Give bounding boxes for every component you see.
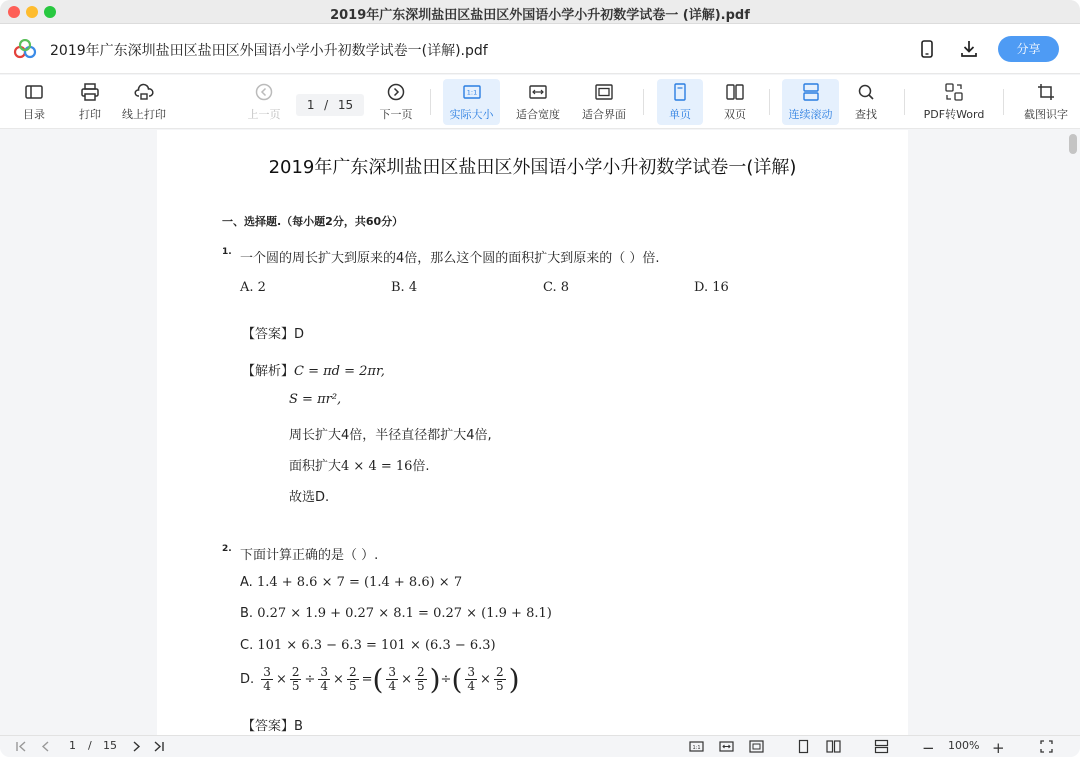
continuous-scroll-button[interactable] (782, 79, 839, 125)
actual-size-label: 实际大小 (449, 108, 494, 121)
last-page-icon (151, 739, 166, 754)
fraction: $\frac{2}{5}$ (291, 664, 300, 693)
fit-screen-label: 适合界面 (582, 108, 626, 121)
actual-size-icon (462, 82, 482, 102)
svg-text:1:1: 1:1 (692, 745, 701, 751)
fit-screen-icon (594, 82, 614, 102)
zoom-level: 100% (948, 739, 980, 752)
analysis-formula: C = πd = 2πr, (294, 364, 385, 379)
fraction: $\frac{3}{4}$ (467, 664, 476, 693)
option-c: C. 8 (543, 280, 570, 295)
option-d: D. $\frac{3}{4}$ × $\frac{2}{5}$ ÷ $\frac{3}{4}$ × $\frac{2}{5}$ = ( $\frac{3}{4}$ × $\frac{2}{5}$ ) ÷ ( $\frac{3}{4}$ × $\frac{2}{5}$ ) (240, 662, 520, 696)
status-actual-size-button[interactable] (689, 739, 704, 754)
status-page-total: 15 (103, 739, 117, 752)
chevron-right-circle-icon (386, 82, 406, 102)
option-b-formula: 0.27 × 1.9 + 0.27 × 8.1 = 0.27 × (1.9 + 8.1) (257, 606, 552, 621)
toc-icon (24, 82, 44, 102)
page-current-input[interactable]: 1 (306, 98, 315, 112)
single-page-icon (670, 82, 690, 102)
fraction: $\frac{3}{4}$ (263, 664, 271, 693)
question-text: 一个圆的周长扩大到原来的4倍，那么这个圆的面积扩大到原来的（ ）倍. (240, 251, 660, 266)
option-b-label: B. (240, 606, 254, 621)
actual-size-icon (689, 739, 704, 754)
fit-width-button[interactable] (512, 79, 564, 125)
analysis-line-5: 故选D. (289, 490, 330, 505)
vertical-scrollbar[interactable] (1069, 134, 1077, 154)
title-bar (0, 0, 1080, 24)
single-page-icon (796, 739, 811, 754)
toolbar-divider (643, 89, 644, 115)
question-number: 2. (222, 544, 232, 554)
search-button[interactable] (848, 79, 884, 125)
fit-screen-button[interactable] (578, 79, 630, 125)
page-heading: 2019年广东深圳盐田区盐田区外国语小学小升初数学试卷一(详解) (268, 157, 797, 178)
svg-text:1:1: 1:1 (466, 88, 477, 97)
pdf-to-word-label: PDF转Word (923, 108, 985, 121)
double-page-icon (725, 82, 745, 102)
option-d-label: D. (240, 671, 255, 687)
prev-page-status-button[interactable] (38, 739, 53, 754)
analysis-line-4-prefix: 面积扩大 (289, 459, 342, 474)
search-label: 查找 (855, 108, 877, 121)
status-page-current[interactable]: 1 (69, 739, 76, 752)
prev-page-button[interactable] (244, 79, 284, 125)
option-d: D. 16 (694, 280, 729, 295)
actual-size-button[interactable] (443, 79, 500, 125)
fit-width-label: 适合宽度 (516, 108, 560, 121)
toolbar-divider (904, 89, 905, 115)
toolbar (0, 75, 1080, 129)
page-separator: / (324, 98, 329, 112)
next-page-status-button[interactable] (129, 739, 144, 754)
fraction: $\frac{2}{5}$ (348, 664, 357, 693)
option-b: B. 4 (391, 280, 418, 295)
download-icon[interactable] (958, 38, 980, 60)
pdf-to-word-button[interactable] (920, 79, 988, 125)
chevron-left-icon (38, 739, 53, 754)
next-page-label: 下一页 (379, 108, 413, 121)
phone-icon[interactable] (916, 38, 938, 60)
share-button[interactable]: 分享 (998, 36, 1059, 62)
continuous-scroll-label: 连续滚动 (788, 108, 833, 121)
zoom-in-button[interactable]: + (992, 739, 1005, 757)
online-print-label: 线上打印 (122, 108, 166, 121)
toolbar-divider (769, 89, 770, 115)
status-page-sep: / (88, 739, 92, 752)
print-button[interactable] (72, 79, 108, 125)
option-c (240, 638, 496, 653)
prev-page-label: 上一页 (247, 108, 281, 121)
status-fit-screen-button[interactable] (749, 739, 764, 754)
toc-button[interactable] (16, 79, 52, 125)
continuous-scroll-icon (874, 739, 889, 754)
cloud-print-icon (134, 82, 154, 102)
app-logo-icon (13, 39, 37, 59)
fullscreen-icon (1039, 739, 1054, 754)
answer-text: 【答案】D (242, 327, 305, 342)
analysis-label: 【解析】 (242, 364, 295, 379)
fraction: $\frac{2}{5}$ (495, 664, 504, 693)
last-page-button[interactable] (151, 739, 166, 754)
status-continuous-button[interactable] (874, 739, 889, 754)
page-number-box[interactable] (296, 94, 364, 116)
analysis-line-4-suffix: 倍. (412, 459, 430, 474)
status-single-page-button[interactable] (796, 739, 811, 754)
fit-screen-icon (749, 739, 764, 754)
page-total: 15 (337, 98, 354, 112)
toolbar-divider (430, 89, 431, 115)
option-a-label: A. (240, 575, 253, 590)
chevron-left-circle-icon (254, 82, 274, 102)
option-c-label: C. (240, 638, 254, 653)
fraction: $\frac{3}{4}$ (320, 664, 329, 693)
single-page-button[interactable] (657, 79, 703, 125)
option-a: A. 2 (240, 280, 266, 295)
option-a (240, 575, 462, 590)
fraction: $\frac{2}{5}$ (416, 664, 425, 693)
status-double-page-button[interactable] (826, 739, 841, 754)
search-icon (856, 82, 876, 102)
app-header (0, 24, 1080, 74)
fraction: $\frac{3}{4}$ (388, 664, 397, 693)
first-page-icon (14, 739, 29, 754)
crop-icon (1036, 82, 1056, 102)
analysis-line-4 (289, 455, 430, 474)
toc-label: 目录 (23, 108, 45, 121)
convert-icon (944, 82, 964, 102)
printer-icon (80, 82, 100, 102)
print-label: 打印 (79, 108, 101, 121)
ocr-label: 截图识字 (1024, 108, 1068, 121)
status-fit-width-button[interactable] (719, 739, 734, 754)
analysis-line (242, 360, 385, 379)
fit-width-icon (528, 82, 548, 102)
first-page-button[interactable] (14, 739, 29, 754)
double-page-button[interactable] (714, 79, 756, 125)
answer-text: 【答案】B (242, 719, 303, 734)
continuous-scroll-icon (801, 82, 821, 102)
ocr-button[interactable] (1018, 79, 1074, 125)
option-c-formula: 101 × 6.3 − 6.3 = 101 × (6.3 − 6.3) (257, 638, 496, 653)
chevron-right-icon (129, 739, 144, 754)
document-title: 2019年广东深圳盐田区盐田区外国语小学小升初数学试卷一(详解).pdf (50, 43, 488, 59)
next-page-button[interactable] (376, 79, 416, 125)
window-title: 2019年广东深圳盐田区盐田区外国语小学小升初数学试卷一 (详解).pdf (330, 8, 750, 23)
fullscreen-button[interactable] (1039, 739, 1054, 754)
question-number: 1. (222, 247, 232, 257)
status-bar (0, 735, 1080, 757)
online-print-button[interactable] (118, 79, 170, 125)
section-heading: 一、选择题.（每小题2分，共60分） (222, 215, 404, 228)
option-a-formula: 1.4 + 8.6 × 7 = (1.4 + 8.6) × 7 (256, 575, 463, 590)
analysis-line-2: S = πr², (289, 392, 342, 407)
option-b (240, 606, 552, 621)
question-text: 下面计算正确的是（ ）. (240, 548, 379, 563)
fit-width-icon (719, 739, 734, 754)
double-page-icon (826, 739, 841, 754)
pdf-page (157, 130, 908, 735)
analysis-line-3: 周长扩大4倍，半径直径都扩大4倍, (289, 428, 492, 443)
single-page-label: 单页 (669, 108, 691, 121)
document-viewport[interactable] (0, 130, 1080, 735)
toolbar-divider (1003, 89, 1004, 115)
analysis-line-4-formula: 4 × 4 = 16 (341, 459, 413, 474)
zoom-out-button[interactable]: − (922, 739, 935, 757)
double-page-label: 双页 (724, 108, 746, 121)
